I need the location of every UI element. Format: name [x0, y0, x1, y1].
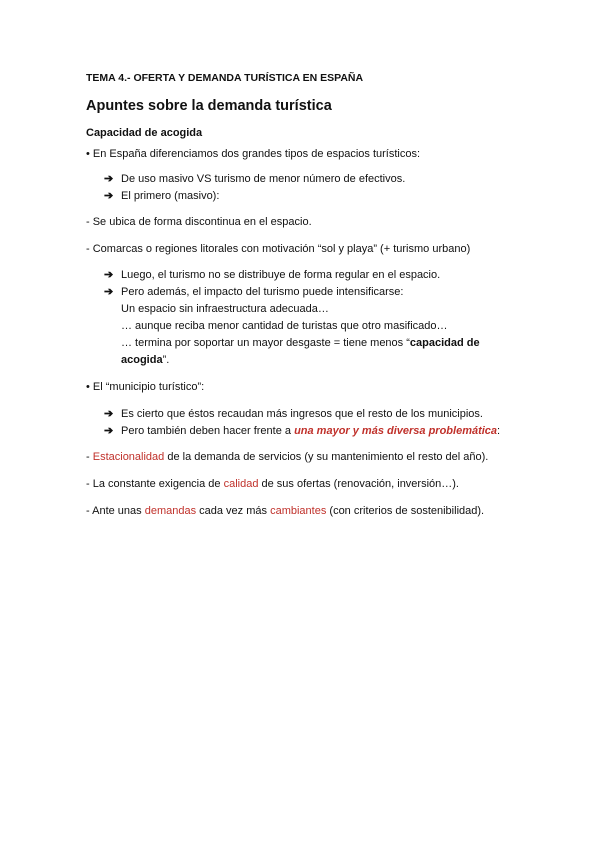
highlight-red-text: demandas [144, 505, 197, 517]
arrow-list [104, 267, 516, 369]
bullet-paragraph: • El “municipio turístico”: [86, 381, 205, 393]
highlight-red-text: calidad [223, 478, 259, 490]
arrow-icon: ➔ [104, 190, 114, 202]
text-run: Pero también deben hacer frente a [121, 425, 295, 437]
arrow-item-subline: Un espacio sin infraestructura adecuada… [121, 303, 329, 315]
text-run: de sus ofertas (renovación, inversión…). [258, 478, 459, 490]
document-title: TEMA 4.- OFERTA Y DEMANDA TURÍSTICA EN ESPAÑA [86, 72, 364, 84]
dash-paragraph [86, 449, 516, 466]
arrow-item [104, 267, 516, 284]
text-run: - [86, 451, 93, 463]
text-run: - Ante unas [86, 505, 145, 517]
dash-paragraph [86, 503, 516, 520]
text-run: - La constante exigencia de [86, 478, 224, 490]
arrow-list [104, 171, 516, 205]
arrow-icon: ➔ [104, 173, 114, 185]
arrow-item [104, 423, 516, 440]
dash-paragraph: - Comarcas o regiones litorales con motivación “sol y playa” (+ turismo urbano) [86, 243, 471, 255]
document-content [86, 70, 516, 520]
text-run: : [497, 425, 501, 437]
arrow-item-text: Pero además, el impacto del turismo puede intensificarse: [121, 286, 404, 298]
arrow-item [104, 406, 516, 423]
text-run: (con criterios de sostenibilidad). [326, 505, 485, 517]
highlight-red-text: una mayor y más diversa problemática [294, 425, 498, 437]
arrow-item-subline [121, 335, 516, 369]
highlight-red-text: Estacionalidad [92, 451, 165, 463]
arrow-item [104, 284, 516, 369]
arrow-item-subline: … aunque reciba menor cantidad de turistas que otro masificado… [121, 320, 448, 332]
arrow-icon: ➔ [104, 269, 114, 281]
bullet-paragraph: • En España diferenciamos dos grandes tipos de espacios turísticos: [86, 148, 421, 160]
key-term: capacidad de acogida [121, 337, 480, 366]
arrow-item [104, 171, 516, 188]
arrow-item-text: Es cierto que éstos recaudan más ingresos que el resto de los municipios. [121, 408, 483, 420]
section-heading: Capacidad de acogida [86, 127, 203, 139]
arrow-item-text: El primero (masivo): [121, 190, 220, 202]
arrow-icon: ➔ [104, 425, 114, 437]
arrow-item-text: De uso masivo VS turismo de menor número de efectivos. [121, 173, 406, 185]
arrow-icon: ➔ [104, 408, 114, 420]
text-run: … termina por soportar un mayor desgaste = tiene menos “ [121, 337, 410, 349]
highlight-red-text: cambiantes [270, 505, 327, 517]
arrow-list [104, 406, 516, 440]
arrow-icon: ➔ [104, 286, 114, 298]
text-run: cada vez más [196, 505, 271, 517]
dash-paragraph [86, 476, 516, 493]
dash-paragraph: - Se ubica de forma discontinua en el espacio. [86, 216, 312, 228]
arrow-item-text: Luego, el turismo no se distribuye de forma regular en el espacio. [121, 269, 441, 281]
text-run: de la demanda de servicios (y su mantenimiento el resto del año). [164, 451, 489, 463]
arrow-item [104, 188, 516, 205]
document-subtitle: Apuntes sobre la demanda turística [86, 98, 332, 114]
text-run: ”. [162, 354, 170, 366]
